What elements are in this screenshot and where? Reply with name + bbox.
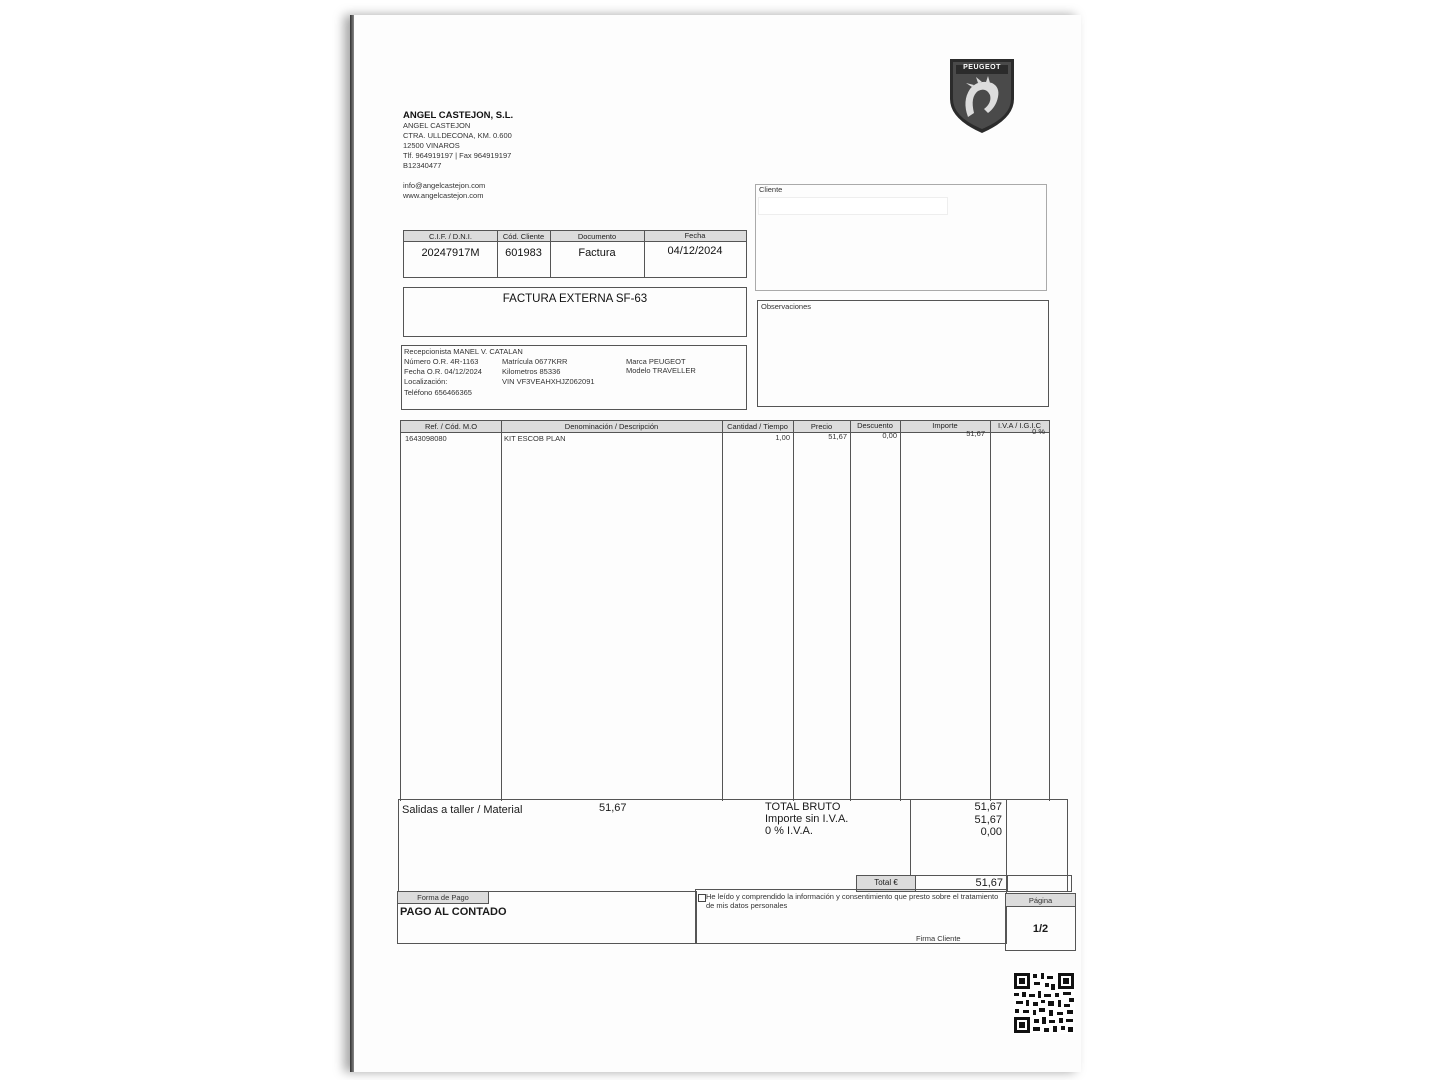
- fecha-value: 04/12/2024: [667, 245, 723, 257]
- order-info-box: [401, 345, 747, 410]
- row-descuento: 0,00: [882, 431, 897, 440]
- forma-pago-label: Forma de Pago: [417, 893, 469, 902]
- row-cantidad: 1,00: [775, 433, 790, 442]
- salidas-value: 51,67: [599, 802, 627, 814]
- row-iva: 0 %: [1032, 427, 1045, 436]
- company-web: www.angelcastejon.com: [403, 191, 484, 200]
- company-contact: ANGEL CASTEJON: [403, 121, 471, 130]
- modelo: Modelo TRAVELLER: [626, 366, 696, 375]
- recepcionista: Recepcionista MANEL V. CATALAN: [404, 347, 523, 356]
- doc-header-table: [403, 230, 747, 278]
- peugeot-logo: [948, 57, 1016, 135]
- documento-value: Factura: [578, 247, 616, 259]
- company-address: CTRA. ULLDECONA, KM. 0.600: [403, 131, 512, 140]
- consent-text: He leído y comprendido la información y consentimiento que presto sobre el tratamiento de mis datos personales: [706, 892, 999, 910]
- total-bruto-label: TOTAL BRUTO: [765, 801, 841, 813]
- pagina-value: 1/2: [1032, 923, 1049, 935]
- documento-label: Documento: [577, 232, 617, 241]
- pagina-label: Página: [1028, 896, 1053, 905]
- total-bruto-value: 51,67: [974, 801, 1002, 813]
- numero-or: Número O.R. 4R-1163: [404, 357, 479, 366]
- cif-label: C.I.F. / D.N.I.: [429, 232, 472, 241]
- forma-pago-value: PAGO AL CONTADO: [400, 906, 507, 918]
- iva-value: 0,00: [980, 826, 1002, 838]
- col-descuento: Descuento: [857, 421, 893, 430]
- kilometros: Kilometros 85336: [502, 367, 561, 376]
- cif-value: 20247917M: [421, 247, 480, 259]
- salidas-label: Salidas a taller / Material: [402, 804, 523, 816]
- localizacion: Localización:: [404, 377, 448, 386]
- consent-checkbox[interactable]: [698, 894, 706, 902]
- row-desc: KIT ESCOB PLAN: [504, 434, 566, 443]
- cod-cliente-value: 601983: [505, 247, 542, 259]
- company-email: info@angelcastejon.com: [403, 181, 486, 190]
- cliente-box: [755, 184, 1047, 291]
- importe-sin-iva-value: 51,67: [974, 814, 1002, 826]
- fecha-or: Fecha O.R. 04/12/2024: [404, 367, 482, 376]
- col-iva: I.V.A / I.G.I.C: [997, 421, 1042, 430]
- company-city: 12500 VINAROS: [403, 141, 460, 150]
- company-cif: B12340477: [403, 161, 442, 170]
- cliente-label: Cliente: [759, 185, 783, 194]
- fecha-label: Fecha: [684, 231, 706, 240]
- col-importe: Importe: [932, 421, 958, 430]
- cod-cliente-label: Cód. Cliente: [502, 232, 545, 241]
- row-ref: 1643098080: [405, 434, 447, 443]
- company-name: ANGEL CASTEJON, S.L.: [403, 110, 514, 121]
- iva-label: 0 % I.V.A.: [765, 825, 813, 837]
- consent-box: [695, 889, 1007, 944]
- brand-name: PEUGEOT: [963, 64, 1001, 71]
- col-descripcion: Denominación / Descripción: [564, 422, 659, 431]
- scan-edge: [350, 15, 354, 1072]
- marca: Marca PEUGEOT: [626, 357, 686, 366]
- company-block: [403, 110, 603, 201]
- firma-cliente-label: Firma Cliente: [916, 934, 961, 943]
- pagina-box: [1005, 893, 1076, 951]
- observaciones-label: Observaciones: [761, 302, 812, 311]
- matricula: Matrícula 0677KRR: [502, 357, 568, 366]
- col-ref: Ref. / Cód. M.O: [424, 422, 478, 431]
- total-value: 51,67: [975, 877, 1003, 889]
- observaciones-box: [757, 300, 1049, 407]
- telefono: Teléfono 656466365: [404, 388, 472, 397]
- importe-sin-iva-label: Importe sin I.V.A.: [765, 813, 849, 825]
- row-importe: 51,67: [966, 429, 985, 438]
- col-cantidad: Cantidad / Tiempo: [727, 422, 788, 431]
- invoice-title-box: [403, 287, 747, 337]
- qr-code-icon: [1013, 972, 1075, 1034]
- invoice-title: FACTURA EXTERNA SF-63: [502, 293, 648, 305]
- company-phone-fax: Tlf. 964919197 | Fax 964919197: [403, 151, 512, 160]
- vin: VIN VF3VEAHXHJZ062091: [502, 377, 595, 386]
- row-precio: 51,67: [828, 432, 847, 441]
- col-precio: Precio: [810, 422, 833, 431]
- total-label: Total €: [874, 878, 898, 887]
- cliente-redaction: [758, 197, 948, 215]
- forma-pago-box: [397, 891, 697, 944]
- qr-code: [1013, 972, 1075, 1034]
- line-items-table: [400, 420, 1050, 801]
